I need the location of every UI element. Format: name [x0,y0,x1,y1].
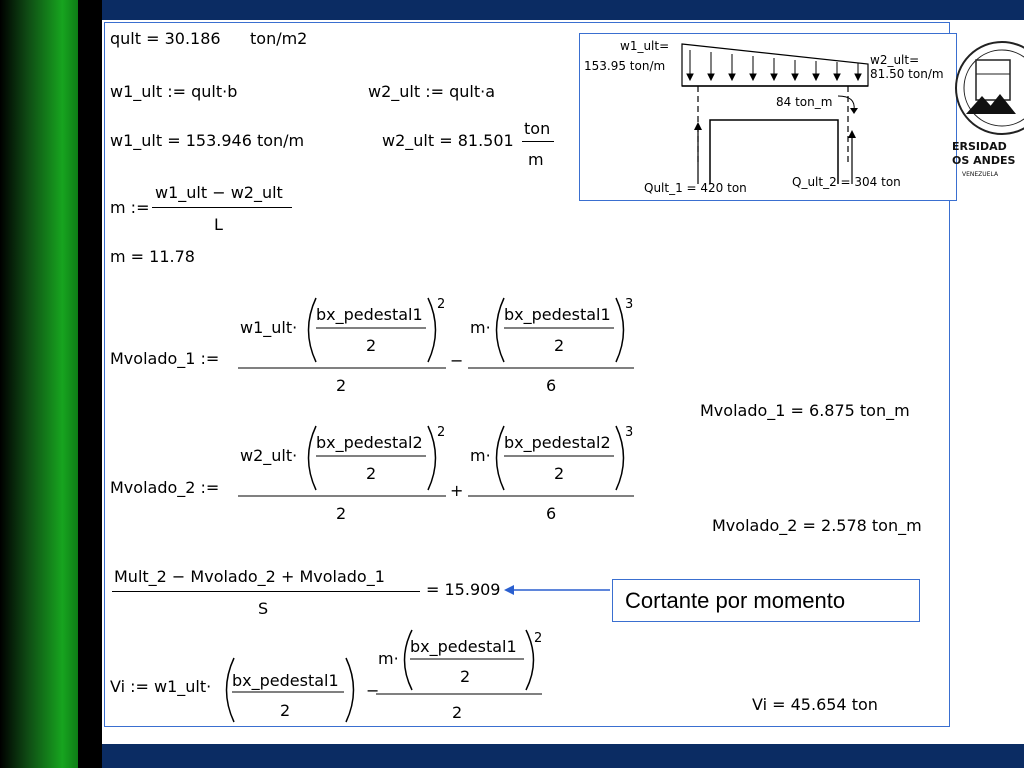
mvolado1-term2-inner-den: 2 [554,336,565,355]
mvolado2-term1-exp: 2 [437,425,446,440]
vi-term1-inner-den: 2 [280,701,291,720]
mvolado2-term2-inner-den: 2 [554,464,565,483]
qult-unit: ton/m2 [250,29,308,48]
w1-definition: w1_ult := qult·b [110,82,238,101]
m-value: m = 11.78 [110,247,195,266]
mvolado1-term2-exp: 3 [625,297,634,312]
vi-term2-rparen [526,630,534,690]
mvolado1-term1-den: 2 [336,376,347,395]
m-numerator: w1_ult − w2_ult [155,183,283,202]
mvolado2-term2-den: 6 [546,504,557,523]
callout-arrow [500,580,612,600]
mvolado2-term2-rparen [616,426,624,490]
mvolado1-operator: − [450,351,464,370]
load-arrows [687,50,861,80]
w2-definition: w2_ult := qult·a [368,82,495,101]
w2-unit-bar [522,141,554,142]
qult-value: qult = 30.186 [110,29,221,48]
mvolado1-formula [104,290,664,402]
seal-text-1: ERSIDAD [952,140,1007,153]
mvolado2-term1-den: 2 [336,504,347,523]
university-seal [952,36,1024,186]
left-decorative-strip [0,0,78,768]
vi-operator: − [366,681,380,700]
vi-term2-den: 2 [452,703,463,722]
vi-term1-inner: bx_pedestal1 [232,671,339,690]
bottom-frame-band [102,744,1024,768]
vi-term2-inner-den: 2 [460,667,471,686]
mvolado1-term1-rparen [428,298,436,362]
trapezoidal-load [682,44,868,86]
shear-fraction-bar [112,591,420,592]
mvolado2-formula [104,418,664,526]
mvolado1-result: Mvolado_1 = 6.875 ton_m [700,401,910,420]
mvolado2-operator: + [450,481,464,500]
vi-term2-factor: m· [378,649,399,668]
mvolado1-term2-factor: m· [470,318,491,337]
w2-unit-numerator: ton [524,119,551,138]
seal-text-3: VENEZUELA [962,171,999,178]
w2-value: w2_ult = 81.501 [382,131,514,150]
w2-label: w2_ult= [870,53,920,67]
seal-text-2: OS ANDES [952,154,1016,167]
w1-value-label: 153.95 ton/m [584,59,666,73]
mvolado2-lhs: Mvolado_2 := [110,478,220,497]
reaction-2-label: Q_ult_2 = 304 ton [792,175,901,189]
mvolado2-result: Mvolado_2 = 2.578 ton_m [712,516,922,535]
mvolado1-term2-lparen [497,298,505,362]
mvolado2-term1-factor: w2_ult· [240,446,298,465]
mvolado1-term1-exp: 2 [437,297,446,312]
vi-term1-rparen [346,658,354,722]
mvolado1-term1-factor: w1_ult· [240,318,298,337]
w1-label: w1_ult= [620,39,670,53]
mvolado2-term2-lparen [497,426,505,490]
mvolado2-term1-rparen [428,426,436,490]
mvolado1-term1-inner-den: 2 [366,336,377,355]
w2-value-label: 81.50 ton/m [870,67,944,81]
vi-formula [104,626,564,726]
mvolado1-term2-rparen [616,298,624,362]
vi-term1-lparen [227,658,235,722]
university-seal-logo [952,36,1024,186]
mvolado1-term2-den: 6 [546,376,557,395]
shear-numerator: Mult_2 − Mvolado_2 + Mvolado_1 [114,567,385,586]
shear-callout-text: Cortante por momento [625,587,846,613]
mvolado2-term2-exp: 3 [625,425,634,440]
moment-label: 84 ton_m [776,95,833,109]
m-fraction-bar [152,207,292,208]
mvolado1-term1-lparen [309,298,317,362]
mvolado2-term1-lparen [309,426,317,490]
top-frame-band [102,0,1024,20]
m-denominator: L [214,215,223,234]
shear-denominator: S [258,599,269,618]
m-definition-lhs: m := [110,198,150,217]
vi-term2-inner: bx_pedestal1 [410,637,517,656]
moment-arc [838,96,854,110]
shear-callout [612,579,920,622]
mvolado1-term1-inner: bx_pedestal1 [316,305,423,324]
beam-diagram-drawing [580,34,956,200]
mvolado2-term2-factor: m· [470,446,491,465]
shear-result: = 15.909 [426,580,501,599]
mvolado1-term2-inner: bx_pedestal1 [504,305,611,324]
mvolado2-term1-inner: bx_pedestal2 [316,433,423,452]
vi-term2-exp: 2 [534,631,543,646]
beam-diagram [579,33,957,201]
left-black-strip [78,0,102,768]
w2-unit-denominator: m [528,150,544,169]
reaction-1-label: Qult_1 = 420 ton [644,181,747,195]
vi-result: Vi = 45.654 ton [752,695,878,714]
mvolado1-lhs: Mvolado_1 := [110,349,220,368]
w1-value: w1_ult = 153.946 ton/m [110,131,305,150]
vi-lhs: Vi := w1_ult· [110,677,212,696]
mvolado2-term2-inner: bx_pedestal2 [504,433,611,452]
mvolado2-term1-inner-den: 2 [366,464,377,483]
